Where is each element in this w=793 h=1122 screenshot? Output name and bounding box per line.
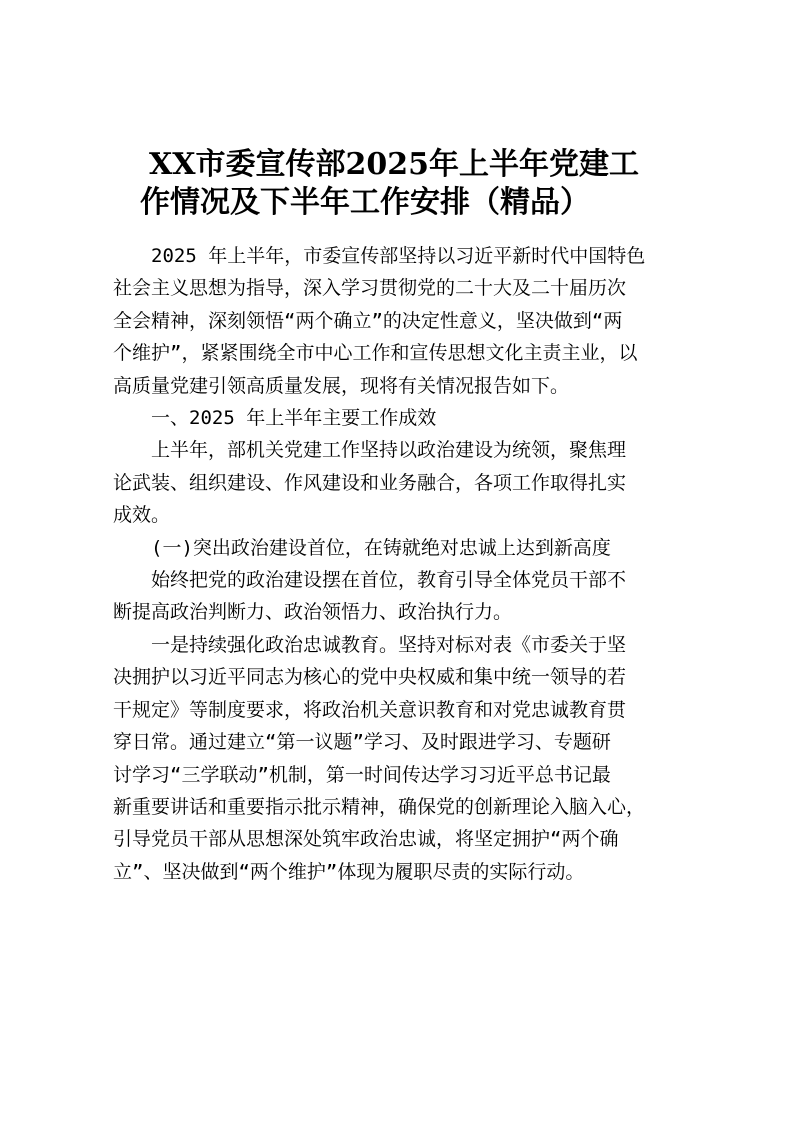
section-1-paragraph: 上半年，部机关党建工作坚持以政治建设为统领，聚焦理 论武装、组织建设、作风建设和业务融合，各项工作取得扎实 成效。 bbox=[113, 439, 627, 527]
subsection-1-paragraph: 始终把党的政治建设摆在首位，教育引导全体党员干部不 断提高政治判断力、政治领悟力、政治执行力。 bbox=[113, 569, 627, 624]
document-body bbox=[113, 240, 688, 888]
point-1-paragraph: 一是持续强化政治忠诚教育。坚持对标对表《市委关于坚 决拥护以习近平同志为核心的党中央权威和集中统一领导的若 干规定》等制度要求，将政治机关意识教育和对党忠诚教育贯 穿日常。通过建立“第一议题”学习、及时跟进学习、专题研 讨学习“三学联动”机制，第一时间传达学习习近平总书记最 新重要讲话和重要指示批示精神，确保党的创新理论入脑入心， 引导党员干部从思想深处筑牢政治忠诚，将坚定拥护“两个确 立”、坚决做到“两个维护”体现为履职尽责的实际行动。 bbox=[113, 633, 646, 883]
section-heading-1: 一、2025 年上半年主要工作成效 bbox=[151, 407, 437, 430]
document-title bbox=[140, 146, 700, 222]
title-line-2: 作情况及下半年工作安排（精品） bbox=[140, 185, 590, 220]
intro-paragraph: 2025 年上半年，市委宣传部坚持以习近平新时代中国特色 社会主义思想为指导，深入学习贯彻党的二十大及二十届历次 全会精神，深刻领悟“两个确立”的决定性意义，坚决做到“两 个维护”，紧紧围绕全市中心工作和宣传思想文化主责主业，以 高质量党建引领高质量发展，现将有关情况报告如下。 bbox=[113, 245, 646, 397]
subsection-heading-1: (一)突出政治建设首位，在铸就绝对忠诚上达到新高度 bbox=[151, 536, 611, 559]
title-line-1: XX市委宣传部2025年上半年党建工 bbox=[149, 147, 640, 182]
